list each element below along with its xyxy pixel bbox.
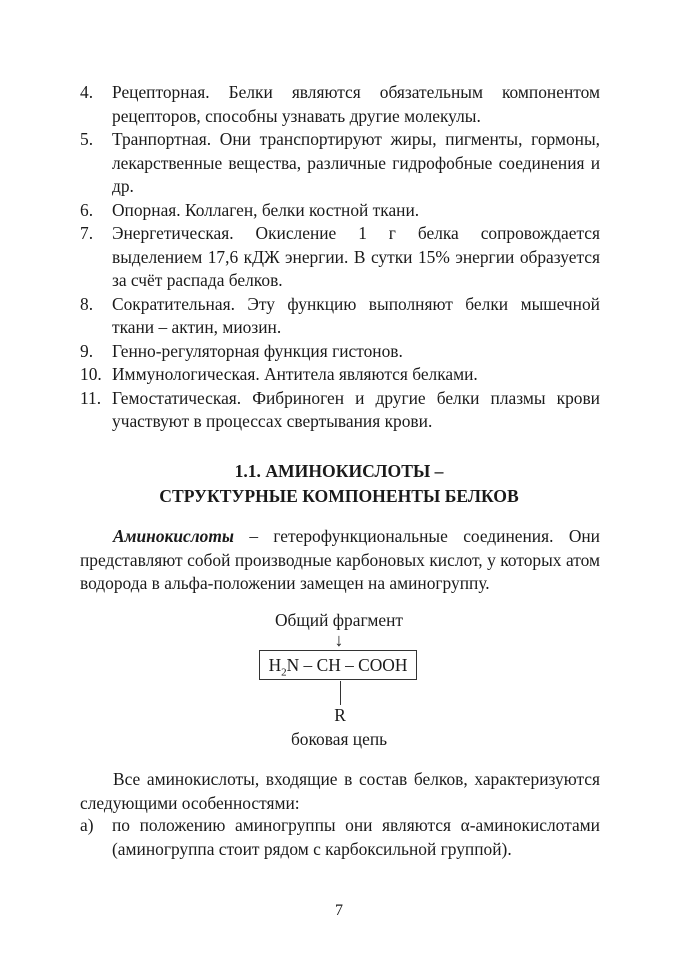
list-item (80, 363, 600, 387)
down-arrow-icon: ↓ (334, 630, 344, 650)
formula-caption: Общий фрагмент (275, 610, 403, 630)
formula-box (259, 650, 417, 680)
list-item (80, 814, 600, 861)
list-item-number: 8. (80, 293, 94, 314)
list-item-text: Энергетическая. Окисление 1 г белка сопровождается выделением 17,6 кДЖ энергии. В сутки 15% энергии образуется за счёт распада белков. (112, 223, 600, 290)
list-item-text: Рецепторная. Белки являются обязательным компонентом рецепторов, способны узнавать другие молекулы. (112, 82, 600, 126)
list-item (80, 293, 600, 340)
list-item (80, 199, 600, 223)
list-item-number: 10. (80, 364, 102, 384)
list-item-number: 6. (80, 199, 94, 220)
intro-paragraph (80, 525, 600, 596)
r-group-label: R (334, 705, 346, 725)
list-item-text: Иммунологическая. Антитела являются белками. (112, 364, 478, 384)
features-list (80, 814, 600, 861)
list-item-text: Транпортная. Они транспортируют жиры, пигменты, гормоны, лекарственные вещества, различные гидрофобные соединения и др. (112, 129, 600, 196)
bond-line (340, 681, 341, 705)
list-item-text: Опорная. Коллаген, белки костной ткани. (112, 199, 420, 220)
list-item (80, 340, 600, 364)
list-item (80, 387, 600, 434)
term-amino-acids: Аминокислоты (113, 526, 234, 546)
list-item-number: 5. (80, 129, 94, 149)
list-item-text: Сократительная. Эту функцию выполняют белки мышечной ткани – актин, миозин. (112, 293, 600, 337)
section-heading-line-2: СТРУКТУРНЫЕ КОМПОНЕНТЫ БЕЛКОВ (159, 486, 519, 506)
list-item-number: 9. (80, 340, 94, 361)
list-item (80, 128, 600, 199)
list-item-letter: а) (80, 815, 94, 835)
page-number: 7 (335, 902, 343, 919)
features-text: Все аминокислоты, входящие в состав белков, характеризуются следующими особенностями: (80, 769, 600, 813)
list-item (80, 222, 600, 293)
section-heading (0, 459, 678, 509)
list-item-text: Генно-регуляторная функция гистонов. (112, 340, 403, 361)
intro-text: – гетерофункциональные соединения. Они представляют собой производные карбоновых кислот, у которых атом водорода в альфа-положении замещен на аминогруппу. (80, 526, 600, 593)
protein-functions-list (80, 81, 600, 434)
section-heading-line-1: 1.1. АМИНОКИСЛОТЫ – (234, 461, 444, 481)
features-paragraph (80, 768, 600, 815)
list-item (80, 81, 600, 128)
list-item-text: по положению аминогруппы они являются α-аминокислотами (аминогруппа стоит рядом с карбоксильной группой). (112, 815, 600, 859)
list-item-text: Гемостатическая. Фибриноген и другие белки плазмы крови участвуют в процессах свертывания крови. (112, 387, 600, 431)
list-item-number: 4. (80, 82, 94, 102)
formula-part-h: H (268, 655, 282, 675)
side-chain-label: боковая цепь (290, 729, 388, 749)
list-item-number: 11. (80, 387, 102, 408)
list-item-number: 7. (80, 223, 94, 243)
formula-part-rest: N – CH – COOH (286, 655, 408, 675)
formula-subscript: 2 (281, 666, 287, 679)
